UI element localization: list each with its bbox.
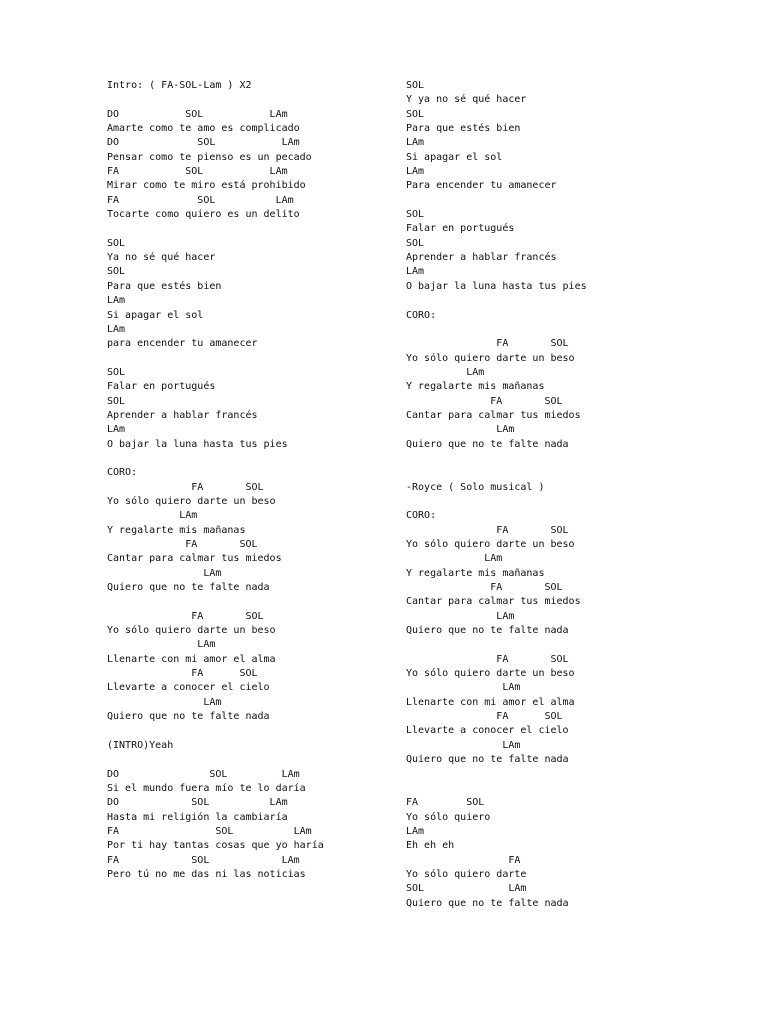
right-column <box>406 79 746 911</box>
lyric-line: Y regalarte mis mañanas <box>406 567 545 579</box>
lyric-line: Llevarte a conocer el cielo <box>107 682 270 694</box>
lyric-line: Amarte como te amo es complicado <box>107 123 300 135</box>
blank-line <box>107 222 397 236</box>
lyric-line: Yo sólo quiero darte un beso <box>107 625 276 637</box>
blank-line <box>406 466 746 480</box>
lyric-line: SOL LAm <box>406 883 527 895</box>
lyric-line: DO SOL LAm <box>107 768 300 780</box>
chord-line: FA SOL <box>406 653 569 665</box>
lyric-line: Yo sólo quiero <box>406 811 491 823</box>
lyric-line: LAm <box>107 510 198 522</box>
lyric-line: Aprender a hablar francés <box>406 252 557 264</box>
chord-line: FA SOL <box>406 395 563 407</box>
lyric-line: DO SOL LAm <box>107 137 300 149</box>
blank-line <box>406 194 746 208</box>
lyric-line: Llenarte con mi amor el alma <box>107 653 276 665</box>
chord-line: FA SOL <box>406 582 563 594</box>
chord-line: FA <box>406 854 521 866</box>
chord-line: SOL <box>406 209 425 221</box>
lyric-line: LAm <box>107 323 126 335</box>
lyric-line: Quiero que no te falte nada <box>406 754 569 766</box>
lyric-line: LAm <box>406 739 521 751</box>
lyric-line: para encender tu amanecer <box>107 338 258 350</box>
lyric-line: FA SOL LAm <box>107 166 288 178</box>
lyric-line: LAm <box>107 696 222 708</box>
lyric-line: LAm <box>406 137 425 149</box>
lyric-line: LAm <box>406 424 515 436</box>
lyric-line: FA SOL LAm <box>107 194 294 206</box>
lyric-line: LAm <box>406 166 425 178</box>
lyric-line: Llenarte con mi amor el alma <box>406 696 575 708</box>
lyric-line: Quiero que no te falte nada <box>107 582 270 594</box>
lyric-line: Cantar para calmar tus miedos <box>406 409 581 421</box>
lyric-line: CORO: <box>107 467 138 479</box>
chord-line: SOL <box>107 395 126 407</box>
blank-line <box>107 452 397 466</box>
blank-line <box>406 768 746 782</box>
chord-line: FA SOL <box>107 668 258 680</box>
chord-line: FA SOL <box>406 797 485 809</box>
chord-line: SOL <box>107 266 126 278</box>
blank-line <box>406 638 746 652</box>
blank-line <box>107 753 397 767</box>
blank-line <box>406 495 746 509</box>
lyric-line: LAm <box>107 424 126 436</box>
blank-line <box>107 595 397 609</box>
lyric-line: Yo sólo quiero darte <box>406 868 527 880</box>
blank-line <box>406 323 746 337</box>
lyric-line: Hasta mi religión la cambiaría <box>107 811 288 823</box>
lyric-line: Eh eh eh <box>406 840 455 852</box>
lyric-line: Si apagar el sol <box>107 309 204 321</box>
lyric-line: LAm <box>406 266 425 278</box>
lyric-line: Para que estés bien <box>107 280 222 292</box>
lyric-line: CORO: <box>406 510 437 522</box>
chord-line: SOL <box>107 237 126 249</box>
chord-line: SOL <box>107 366 126 378</box>
blank-line <box>406 782 746 796</box>
chord-line: SOL <box>406 237 425 249</box>
lyric-line: Cantar para calmar tus miedos <box>107 553 282 565</box>
lyric-line: Para encender tu amanecer <box>406 180 557 192</box>
lyric-line: O bajar la luna hasta tus pies <box>406 280 587 292</box>
lyric-line: LAm <box>406 682 521 694</box>
chord-line: FA SOL <box>406 524 569 536</box>
lyric-line: -Royce ( Solo musical ) <box>406 481 545 493</box>
lyric-line: Falar en portugués <box>107 381 216 393</box>
lyric-line: Aprender a hablar francés <box>107 409 258 421</box>
lyric-line: Quiero que no te falte nada <box>406 897 569 909</box>
lyric-line: Si apagar el sol <box>406 151 503 163</box>
lyric-line: Ya no sé qué hacer <box>107 252 216 264</box>
lyric-line: DO SOL LAm <box>107 797 288 809</box>
lyric-line: FA SOL LAm <box>107 825 312 837</box>
chord-line: FA SOL <box>107 481 264 493</box>
lyric-line: Yo sólo quiero darte un beso <box>406 668 575 680</box>
lyric-line: LAm <box>406 366 485 378</box>
lyric-line: (INTRO)Yeah <box>107 739 174 751</box>
lyric-line: Llevarte a conocer el cielo <box>406 725 569 737</box>
lyric-line: Tocarte como quiero es un delito <box>107 209 300 221</box>
lyric-line: Intro: ( FA-SOL-Lam ) X2 <box>107 80 252 91</box>
chord-line: FA SOL <box>406 338 569 350</box>
lyric-line: LAm <box>406 610 515 622</box>
blank-line <box>406 452 746 466</box>
lyric-line: Quiero que no te falte nada <box>107 711 270 723</box>
lyric-line: FA SOL LAm <box>107 854 300 866</box>
lyric-line: Y regalarte mis mañanas <box>107 524 246 536</box>
lyric-line: Pero tú no me das ni las noticias <box>107 868 306 880</box>
lyric-line: Yo sólo quiero darte un beso <box>406 352 575 364</box>
blank-line <box>107 352 397 366</box>
lyric-line: Yo sólo quiero darte un beso <box>406 539 575 550</box>
lyric-line: Quiero que no te falte nada <box>406 438 569 450</box>
lyric-line: LAm <box>107 567 222 579</box>
blank-line <box>107 724 397 738</box>
lyric-line: LAm <box>406 825 425 837</box>
chord-line: SOL <box>406 80 425 91</box>
lyric-line: Mirar como te miro está prohibido <box>107 180 306 192</box>
chord-line: SOL <box>406 108 425 120</box>
lyric-line: Quiero que no te falte nada <box>406 625 569 637</box>
lyric-line: LAm <box>406 553 503 565</box>
left-column <box>107 79 397 882</box>
lyric-line: Para que estés bien <box>406 123 521 135</box>
lyric-line: Falar en portugués <box>406 223 515 235</box>
blank-line <box>406 294 746 308</box>
lyric-line: Por ti hay tantas cosas que yo haría <box>107 840 324 852</box>
lyric-line: CORO: <box>406 309 437 321</box>
lyric-line: Y regalarte mis mañanas <box>406 381 545 393</box>
lyric-line: O bajar la luna hasta tus pies <box>107 438 288 450</box>
chord-line: FA SOL <box>406 711 563 723</box>
lyric-line: Pensar como te pienso es un pecado <box>107 151 312 163</box>
blank-line <box>107 93 397 107</box>
lyric-line: Y ya no sé qué hacer <box>406 94 527 106</box>
lyric-line: Cantar para calmar tus miedos <box>406 596 581 608</box>
lyric-line: DO SOL LAm <box>107 108 288 120</box>
lyric-line: LAm <box>107 295 126 307</box>
chord-line: FA SOL <box>107 539 258 550</box>
lyric-line: Yo sólo quiero darte un beso <box>107 495 276 507</box>
lyric-line: Si el mundo fuera mío te lo daría <box>107 782 306 794</box>
lyric-line: LAm <box>107 639 216 651</box>
chord-line: FA SOL <box>107 610 264 622</box>
